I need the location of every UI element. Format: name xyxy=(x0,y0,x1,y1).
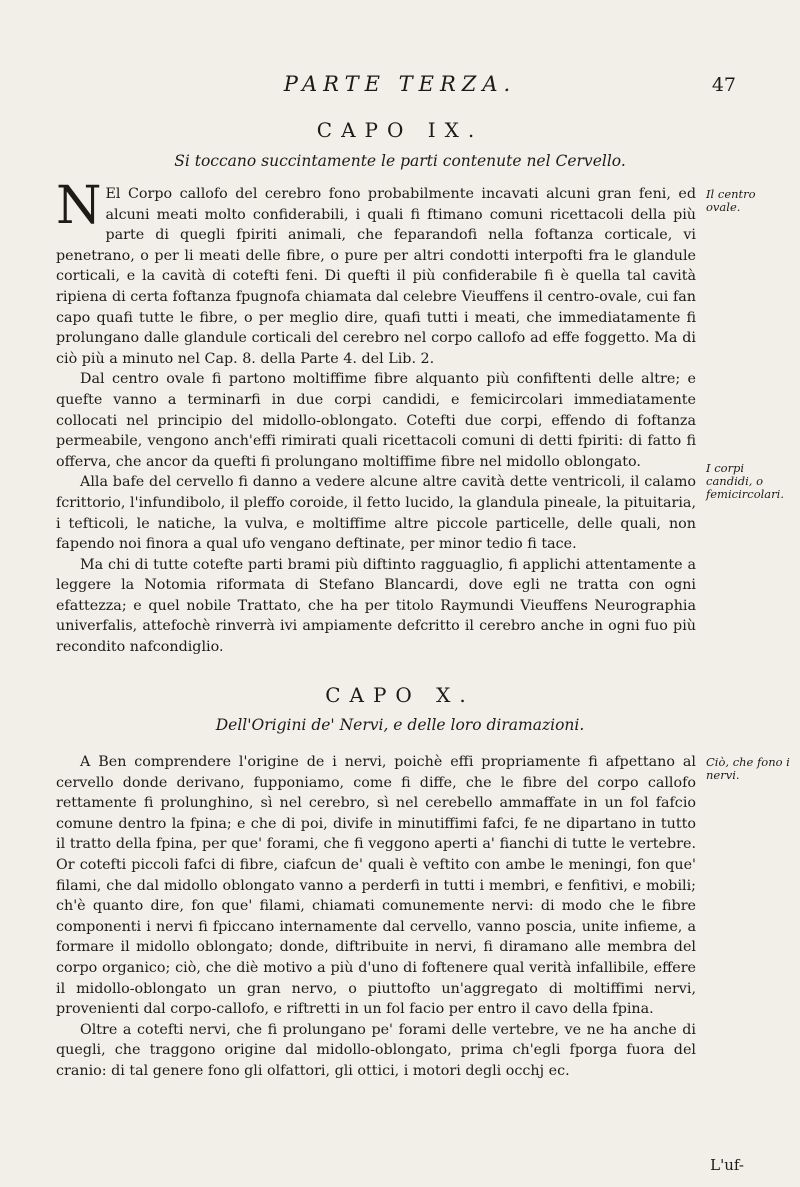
chapter-9-body xyxy=(56,176,696,658)
running-head: PARTE TERZA. xyxy=(283,72,517,96)
paragraph: Dal centro ovale fi partono moltiffime fibre alquanto più confiftenti delle altre; e quefte vanno a terminarfi in due corpi candidi, e femicircolari immediatamente collocati nel principio del midollo-oblongato. Cotefti due corpi, effendo di foftanza permeabile, vengono anch'effi rimirati quali ricettacoli comuni di detti fpiriti: di fatto fi offerva, che ancor da quefti fi prolungano moltiffime fibre nel midollo oblongato. xyxy=(56,371,696,470)
paragraph: Ma chi di tutte cotefte parti brami più diftinto ragguaglio, fi applichi attentamente a leggere la Notomia riformata di Stefano Blancardi, dove egli ne tratta con ogni efattezza; e quel nobile Trattato, che ha per titolo Raymundi Vieuffens Neurographia univerfalis, attefochè rinverrà ivi ampiamente defcritto il cerebro anche in ogni fuo più recondito nafcondiglio. xyxy=(56,556,696,656)
paragraph: Alla bafe del cervello fi danno a vedere alcune altre cavità dette ventricoli, il calamo fcrittorio, l'infundibolo, il pleffo coroide, il fetto lucido, la glandula pineale, la pituitaria, i tefticoli, le natiche, la vulva, e moltiffime altre piccole particelle, delle quali, non fapendo noi finora a qual ufo vengano deftinate, per minor tedio fi tace. xyxy=(56,474,696,553)
paragraph xyxy=(56,176,696,369)
paragraph: Oltre a cotefti nervi, che fi prolungano pe' forami delle vertebre, ve ne ha anche di quegli, che traggono origine dal midollo-oblongato, prima ch'egli fporga fuora del cranio: di tal genere fono gli olfattori, gli ottici, i motori degli occhj ec. xyxy=(56,1021,696,1079)
paragraph-text: El Corpo callofo del cerebro fono probabilmente incavati alcuni gran feni, ed alcuni meati molto confiderabili, i quali fi ftimano comuni ricettacoli della più parte di quegli fpiriti animali, che feparandofi nella foftanza corticale, vi penetrano, o per li meati delle fibre, o pure per altri condotti interpofti fra le glandule corticali, e la cavità di cotefti feni. Di quefti il più confiderabile fi è quella tal cavità ripiena di certa foftanza fpugnofa chiamata dal celebre Vieuffens il centro-ovale, cui fan capo quafi tutte le fibre, o per meglio dire, quafi tutti i meati, che immediatamente fi prolungano dalle glandule corticali del cerebro nel corpo callofo ad effe foggetto. Ma di ciò più a minuto nel Cap. 8. della Parte 4. del Lib. 2. xyxy=(56,186,696,367)
drop-cap: N xyxy=(56,176,102,236)
chapter-10-body xyxy=(56,752,696,1082)
chapter-9-summary: Si toccano succintamente le parti contenute nel Cervello. xyxy=(174,152,626,170)
paragraph: A Ben comprendere l'origine de i nervi, poichè effi propriamente fi afpettano al cervello donde derivano, fupponiamo, come fi diffe, che le fibre del corpo callofo rettamente fi prolunghino, sì nel cerebro, sì nel cerebello ammaffate in un fol fafcio comune dentro la fpina; e che di poi, divife in minutiffimi fafci, fe ne dipartano in tutto il tratto della fpina, per que' forami, che fi veggono aperti a' fianchi di tutte le vertebre. Or cotefti piccoli fafci di fibre, ciafcun de' quali è veftito con ambe le meningi, fon que' filami, che dal midollo oblongato vanno a perderfi in tutti i membri, e fenfitivi, e mobili; ch'è quanto dire, fon que' filami, chiamati comunemente nervi: di modo che le fibre componenti i nervi fi fpiccano internamente dal cervello, vanno poscia, unite infieme, a formare il midollo oblongato; donde, diftribuite in nervi, fi diramano alle membra del corpo organico; ciò, che diè motivo a più d'uno di foftenere qual verità infallibile, effere il midollo-oblongato un gran nervo, o piuttofto un'aggregato di moltiffimi nervi, provenienti dal corpo-callofo, e riftretti in un fol facio per entro il cavo della fpina. xyxy=(56,754,696,1018)
catchword: L'uf- xyxy=(710,1156,744,1174)
page-number: 47 xyxy=(711,74,736,96)
marginal-note: Ciò, che fono i nervi. xyxy=(706,755,790,782)
marginal-note: Il centro ovale. xyxy=(706,187,756,214)
chapter-9-title: CAPO IX. xyxy=(316,118,484,142)
marginal-note: I corpi candidi, o femicircolari. xyxy=(706,461,784,501)
chapter-10-title: CAPO X. xyxy=(325,683,475,707)
chapter-10-summary: Dell'Origini de' Nervi, e delle loro diramazioni. xyxy=(215,716,585,734)
page-header xyxy=(0,72,800,102)
